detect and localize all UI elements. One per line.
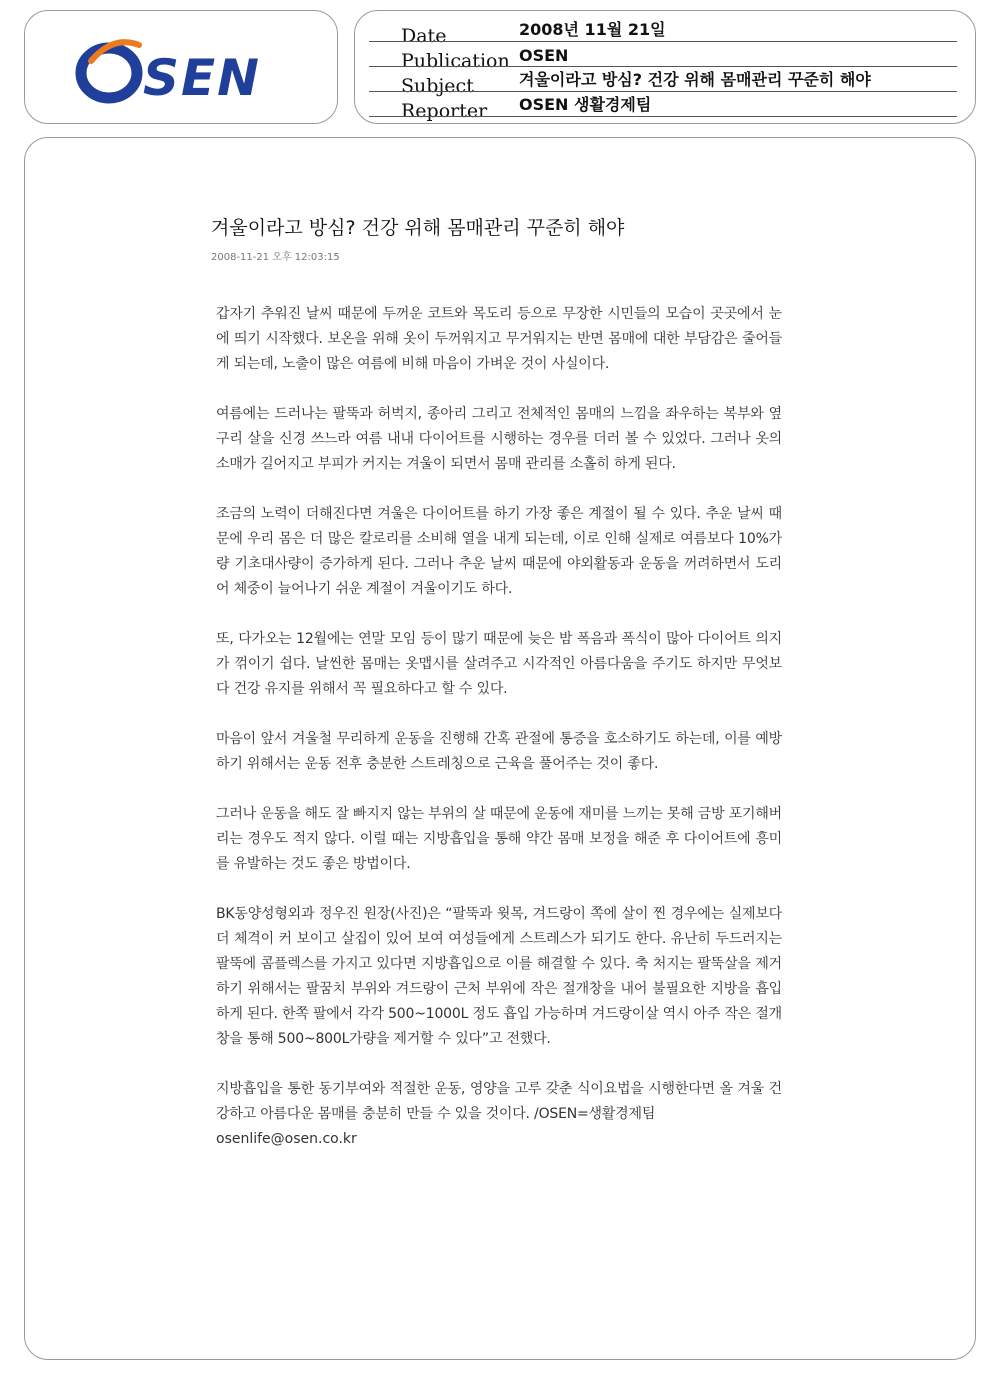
article-metadata-panel [354, 10, 976, 124]
meta-label: Date [401, 25, 447, 47]
meta-label: Subject [401, 75, 474, 97]
meta-label: Publication [401, 50, 510, 72]
article-paragraph: BK동양성형외과 정우진 원장(사진)은 “팔뚝과 윗목, 겨드랑이 쪽에 살이 찐 경우에는 실제보다 더 체격이 커 보이고 살집이 있어 보여 여성들에게 스트레스가 되기도 한다. 유난히 두드러지는 팔뚝에 콤플렉스를 가지고 있다면 지방흡입으로 이를 해결할 수 있다. 축 처지는 팔뚝살을 제거하기 위해서는 팔꿈치 부위와 겨드랑이 근처 부위에 작은 절개창을 내어 불필요한 지방을 흡입하게 된다. 한쪽 팔에서 각각 500~1000L 정도 흡입 가능하며 겨드랑이살 역시 아주 작은 절개창을 통해 500~800L가량을 제거할 수 있다”고 전했다. [216, 906, 782, 1047]
osen-logo [73, 31, 283, 111]
meta-value-subject: 겨울이라고 방심? 건강 위해 몸매관리 꾸준히 해야 [519, 70, 871, 89]
meta-value-publication: OSEN [519, 46, 569, 65]
article-body [216, 302, 782, 1152]
article-paragraph: 조금의 노력이 더해진다면 겨울은 다이어트를 하기 가장 좋은 계절이 될 수 있다. 추운 날씨 때문에 우리 몸은 더 많은 칼로리를 소비해 열을 내게 되는데, 이로 인해 실제로 여름보다 10%가량 기초대사량이 증가하게 된다. 그러나 추운 날씨 때문에 야외활동과 운동을 꺼려하면서 도리어 체중이 늘어나기 쉬운 계절이 겨울이기도 하다. [216, 506, 782, 597]
article-paragraph: 마음이 앞서 겨울철 무리하게 운동을 진행해 간혹 관절에 통증을 호소하기도 하는데, 이를 예방하기 위해서는 운동 전후 충분한 스트레칭으로 근육을 풀어주는 것이 좋다. [216, 731, 782, 772]
article-timestamp: 2008-11-21 오후 12:03:15 [211, 252, 340, 263]
article-title: 겨울이라고 방심? 건강 위해 몸매관리 꾸준히 해야 [211, 217, 625, 239]
logo-panel [24, 10, 338, 124]
article-paragraph: 또, 다가오는 12월에는 연말 모임 등이 많기 때문에 늦은 밤 폭음과 폭식이 많아 다이어트 의지가 꺾이기 쉽다. 날씬한 몸매는 옷맵시를 살려주고 시각적인 아름다움을 주기도 하지만 무엇보다 건강 유지를 위해서 꼭 필요하다고 할 수 있다. [216, 631, 782, 697]
article-paragraph: 여름에는 드러나는 팔뚝과 허벅지, 종아리 그리고 전체적인 몸매의 느낌을 좌우하는 복부와 옆구리 살을 신경 쓰느라 여름 내내 다이어트를 시행하는 경우를 더러 볼 수 있었다. 그러나 옷의 소매가 길어지고 부피가 커지는 겨울이 되면서 몸매 관리를 소홀히 하게 된다. [216, 406, 782, 472]
meta-row-date [369, 17, 957, 47]
meta-row-subject [369, 67, 957, 97]
divider [369, 116, 957, 117]
article-paragraph: 갑자기 추워진 날씨 때문에 두꺼운 코트와 목도리 등으로 무장한 시민들의 모습이 곳곳에서 눈에 띄기 시작했다. 보온을 위해 옷이 두꺼워지고 무거워지는 반면 몸매에 대한 부담감은 줄어들게 되는데, 노출이 많은 여름에 비해 마음이 가벼운 것이 사실이다. [216, 306, 782, 372]
article-paragraph: 지방흡입을 통한 동기부여와 적절한 운동, 영양을 고루 갖춘 식이요법을 시행한다면 올 겨울 건강하고 아름다운 몸매를 충분히 만들 수 있을 것이다. /OSEN=생활경제팀 [216, 1081, 782, 1122]
meta-row-publication [369, 42, 957, 72]
article-paragraph: 그러나 운동을 해도 잘 빠지지 않는 부위의 살 때문에 운동에 재미를 느끼는 못해 금방 포기해버리는 경우도 적지 않다. 이럴 때는 지방흡입을 통해 약간 몸매 보정을 해준 후 다이어트에 흥미를 유발하는 것도 좋은 방법이다. [216, 806, 782, 872]
svg-text:SEN: SEN [143, 49, 262, 107]
author-email: osenlife@osen.co.kr [216, 1131, 357, 1147]
meta-value-date: 2008년 11월 21일 [519, 20, 666, 39]
meta-row-reporter [369, 92, 957, 122]
meta-label: Reporter [401, 100, 488, 122]
meta-value-reporter: OSEN 생활경제팀 [519, 95, 652, 114]
